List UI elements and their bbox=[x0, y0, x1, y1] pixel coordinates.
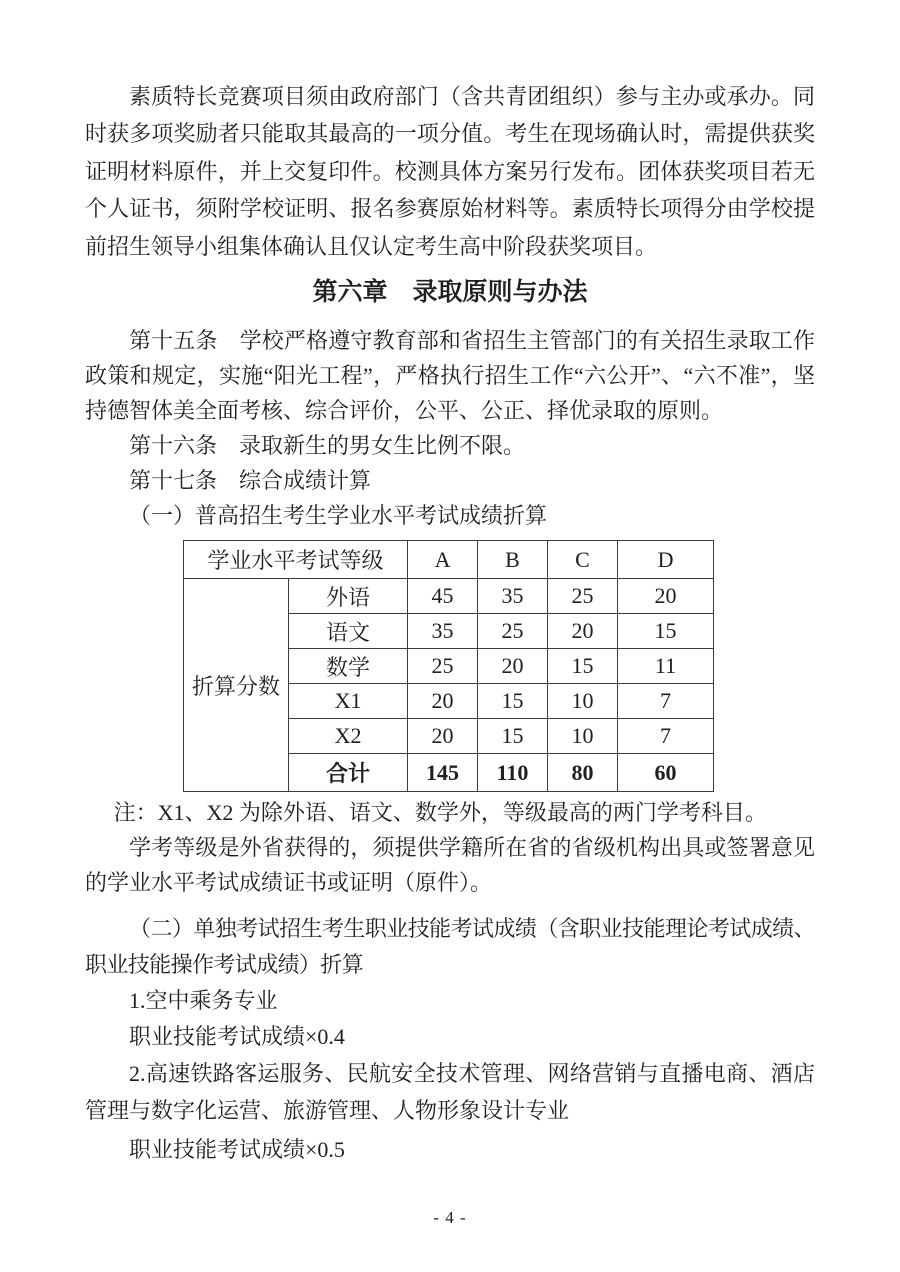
chapter-heading: 第六章 录取原则与办法 bbox=[312, 279, 588, 307]
paragraph-sub-2-formula: 职业技能考试成绩×0.5 bbox=[129, 1136, 345, 1162]
table-header-grade-c: C bbox=[548, 541, 618, 579]
table-value-cell: 15 bbox=[548, 649, 618, 684]
table-header-grade-d: D bbox=[618, 541, 714, 579]
table-header-grade-a: A bbox=[408, 541, 478, 579]
table-value-cell: 80 bbox=[548, 754, 618, 792]
table-value-cell: 20 bbox=[408, 719, 478, 754]
table-subject-cell: X1 bbox=[289, 684, 408, 719]
paragraph-item-1-title: （一）普高招生考生学业水平考试成绩折算 bbox=[129, 503, 548, 529]
table-value-cell: 35 bbox=[478, 579, 548, 614]
table-value-cell: 15 bbox=[618, 614, 714, 649]
table-header-exam-level: 学业水平考试等级 bbox=[184, 541, 408, 579]
table-value-cell: 7 bbox=[618, 719, 714, 754]
paragraph-note-1: 注：X1、X2 为除外语、语文、数学外，等级最高的两门学考科目。 bbox=[113, 800, 767, 826]
paragraph-article-15: 第十五条 学校严格遵守教育部和省招生主管部门的有关招生录取工作政策和规定，实施“阳光工程”，严格执行招生工作“六公开”、“六不准”，坚持德智体美全面考核、综合评价，公平、公正、择优录取的原则。 bbox=[85, 328, 815, 424]
table-header-row bbox=[184, 541, 714, 579]
table-row bbox=[184, 579, 714, 614]
paragraph-sub-1-formula: 职业技能考试成绩×0.4 bbox=[129, 1024, 345, 1050]
table-value-cell: 10 bbox=[548, 684, 618, 719]
table-value-cell: 10 bbox=[548, 719, 618, 754]
table-value-cell: 145 bbox=[408, 754, 478, 792]
table-subject-cell: 数学 bbox=[289, 649, 408, 684]
paragraph-article-17: 第十七条 综合成绩计算 bbox=[129, 468, 372, 494]
paragraph-article-16: 第十六条 录取新生的男女生比例不限。 bbox=[129, 433, 526, 459]
table-value-cell: 35 bbox=[408, 614, 478, 649]
table-value-cell: 15 bbox=[478, 684, 548, 719]
table-subject-cell: X2 bbox=[289, 719, 408, 754]
table-subject-cell: 语文 bbox=[289, 614, 408, 649]
table-value-cell: 20 bbox=[408, 684, 478, 719]
paragraph-note-2: 学考等级是外省获得的，须提供学籍所在省的省级机构出具或签署意见的学业水平考试成绩证书或证明（原件）。 bbox=[85, 835, 815, 896]
page-number: - 4 - bbox=[433, 1208, 467, 1227]
table-header-grade-b: B bbox=[478, 541, 548, 579]
paragraph-sub-1-title: 1.空中乘务专业 bbox=[129, 988, 278, 1014]
table-value-cell: 15 bbox=[478, 719, 548, 754]
table-value-cell: 45 bbox=[408, 579, 478, 614]
table-value-cell: 7 bbox=[618, 684, 714, 719]
table-value-cell: 25 bbox=[548, 579, 618, 614]
table-value-cell: 25 bbox=[478, 614, 548, 649]
paragraph-item-2-title: （二）单独考试招生考生职业技能考试成绩（含职业技能理论考试成绩、职业技能操作考试成绩）折算 bbox=[85, 916, 815, 978]
table-rowgroup-label: 折算分数 bbox=[184, 579, 289, 792]
paragraph-intro: 素质特长竞赛项目须由政府部门（含共青团组织）参与主办或承办。同时获多项奖励者只能取其最高的一项分值。考生在现场确认时，需提供获奖证明材料原件，并上交复印件。校测具体方案另行发布。团体获奖项目若无个人证书，须附学校证明、报名参赛原始材料等。素质特长项得分由学校提前招生领导小组集体确认且仅认定考生高中阶段获奖项目。 bbox=[85, 84, 815, 259]
table-subject-cell: 合计 bbox=[289, 754, 408, 792]
table-value-cell: 20 bbox=[548, 614, 618, 649]
score-conversion-table bbox=[183, 540, 714, 792]
table-value-cell: 110 bbox=[478, 754, 548, 792]
table-subject-cell: 外语 bbox=[289, 579, 408, 614]
table-value-cell: 11 bbox=[618, 649, 714, 684]
table-value-cell: 20 bbox=[478, 649, 548, 684]
table-value-cell: 20 bbox=[618, 579, 714, 614]
paragraph-sub-2-title: 2.高速铁路客运服务、民航安全技术管理、网络营销与直播电商、酒店管理与数字化运营、旅游管理、人物形象设计专业 bbox=[85, 1061, 815, 1124]
table-value-cell: 60 bbox=[618, 754, 714, 792]
table-value-cell: 25 bbox=[408, 649, 478, 684]
